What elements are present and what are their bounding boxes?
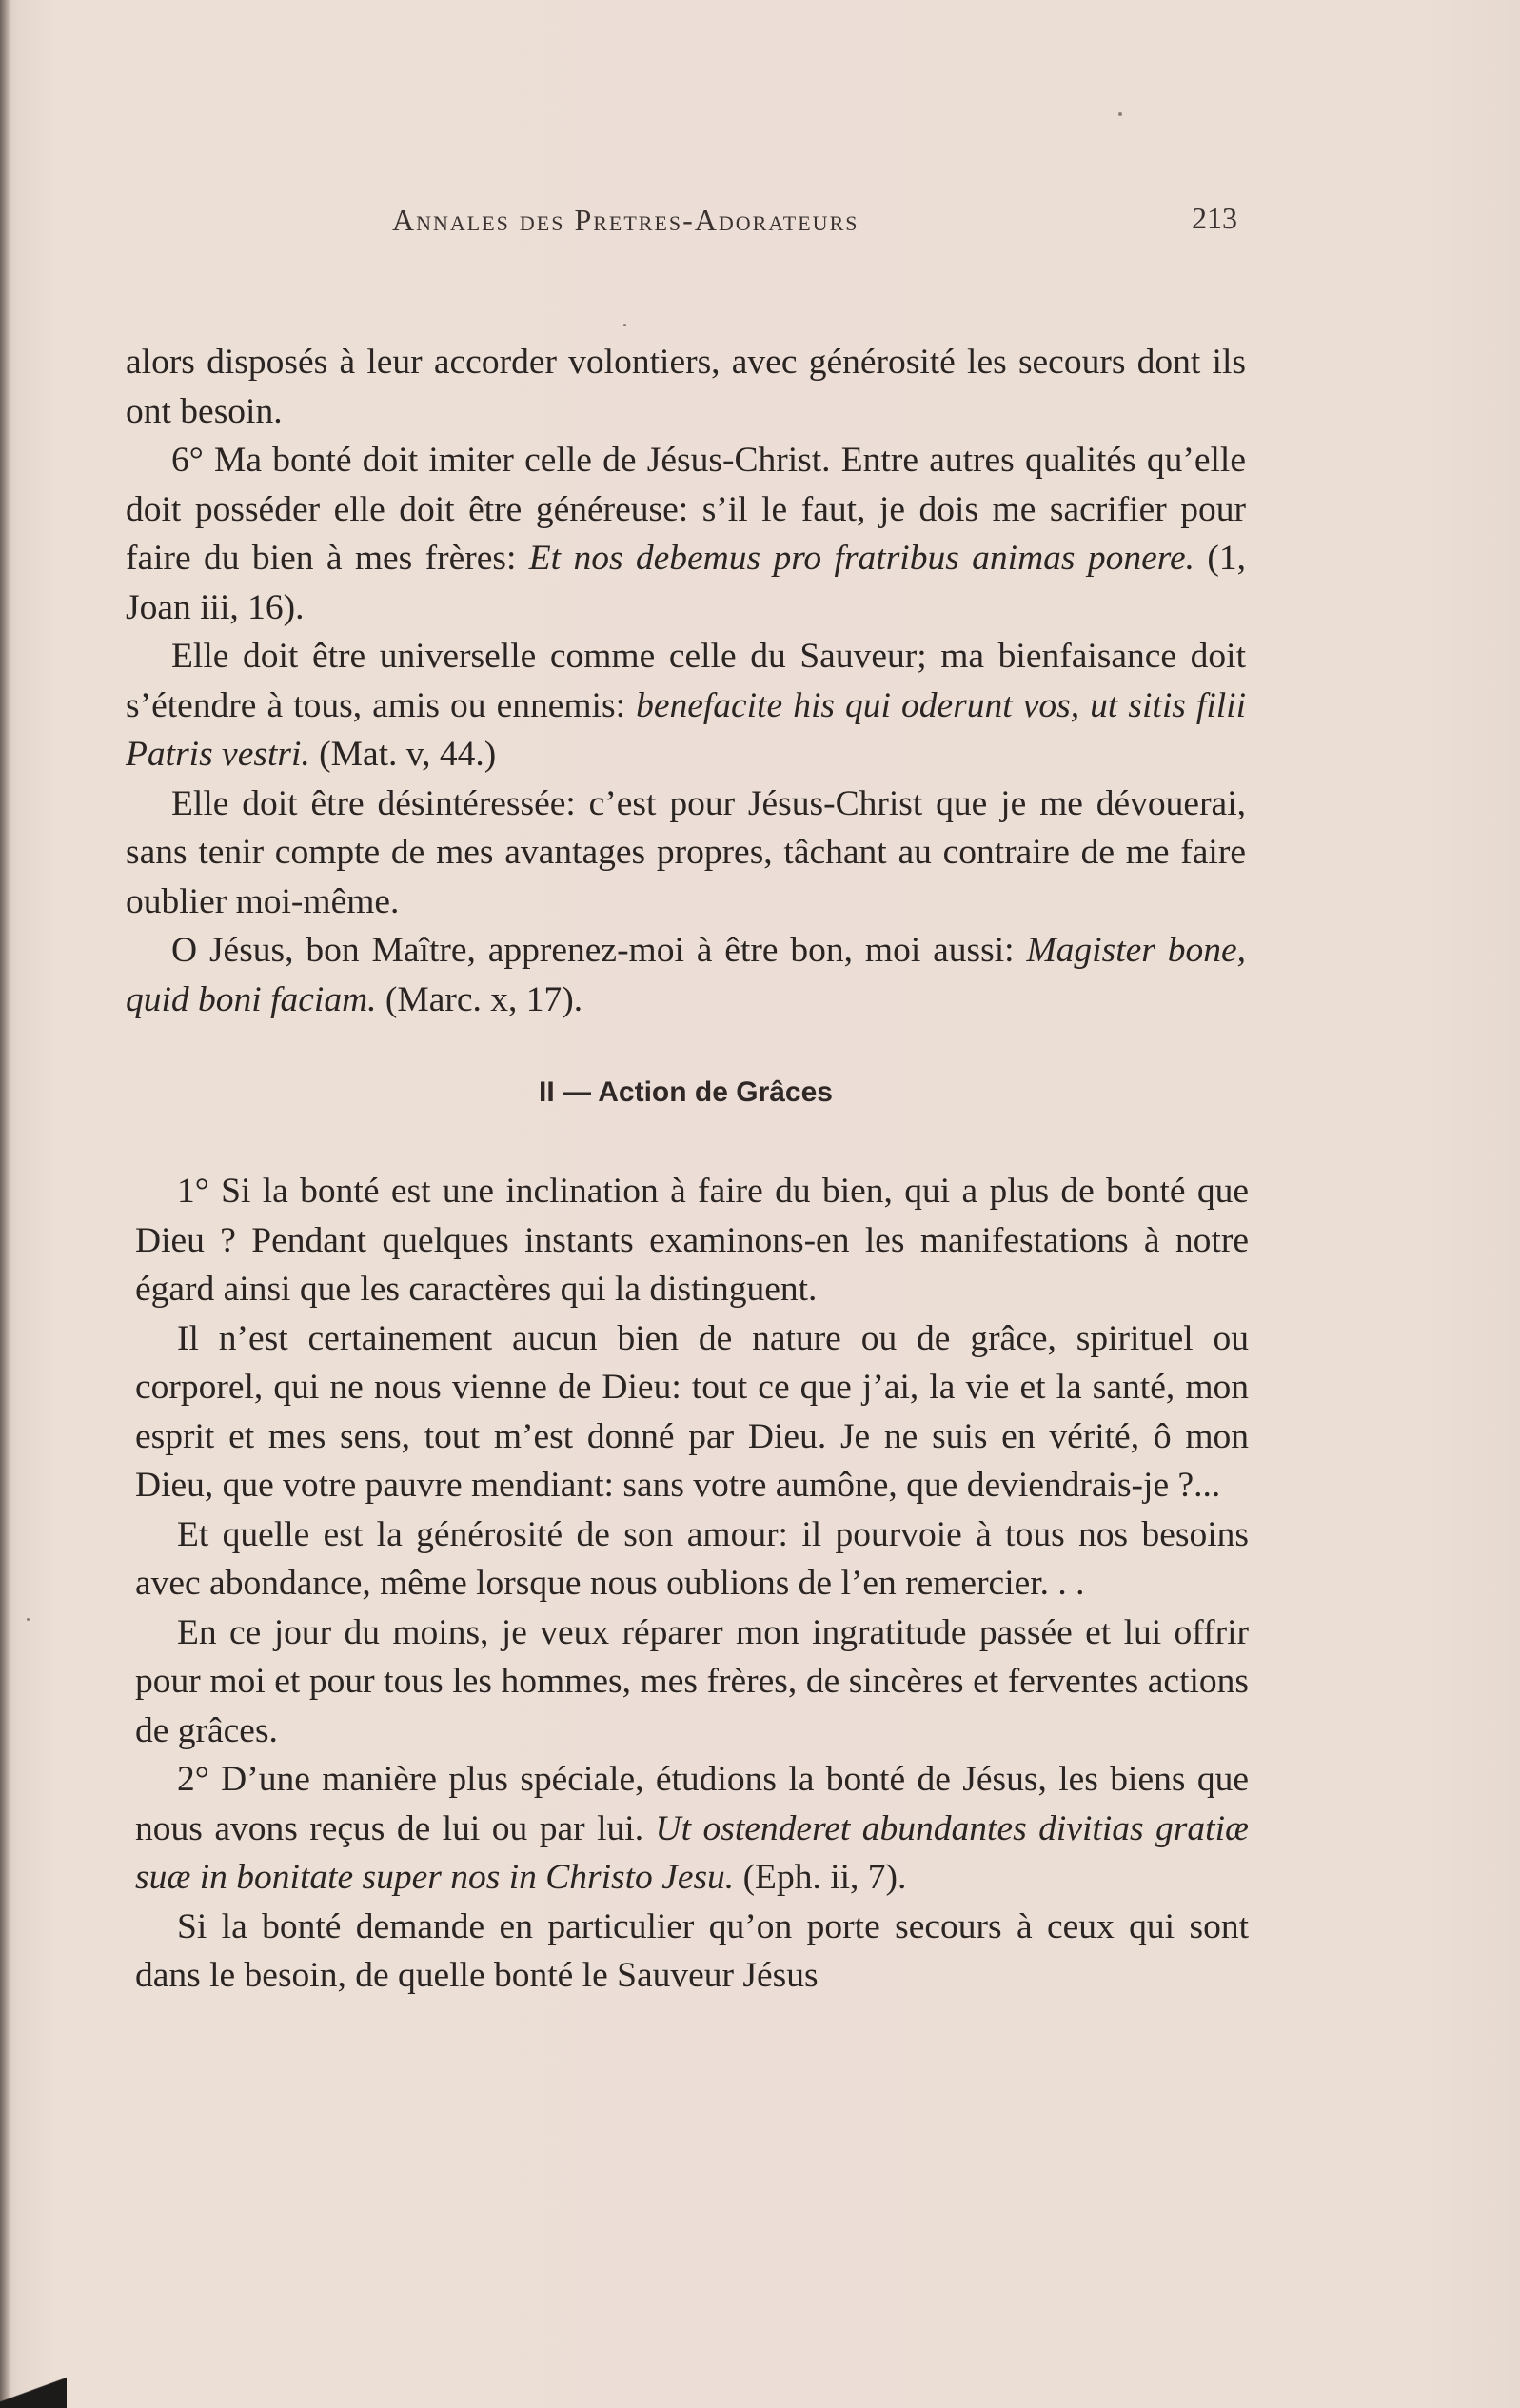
- page-header: [124, 203, 1237, 250]
- paragraph: [126, 632, 1246, 780]
- latin-quote: Magister bone, quid boni faciam.: [126, 931, 1246, 1019]
- paragraph: Et quelle est la générosité de son amour: il pourvoie à tous nos besoins avec abondance, même lorsque nous oublions de l’en remercier. . .: [135, 1514, 1249, 1603]
- page-corner-shadow: [0, 2370, 67, 2408]
- paragraph-text: 6° Ma bonté doit imiter celle de Jésus-Christ. Entre autres qualités qu’elle doit posséder elle doit être généreuse: s’il le faut, je dois me sacrifier pour faire du bien à mes frères:: [126, 441, 1246, 578]
- paragraph: Si la bonté demande en particulier qu’on porte secours à ceux qui sont dans le besoin, de quelle bonté le Sauveur Jésus: [135, 1906, 1249, 1995]
- paragraph-text: O Jésus, bon Maître, apprenez-moi à être bon, moi aussi:: [171, 931, 1027, 970]
- paragraph: [126, 926, 1246, 1024]
- scripture-reference: (Mat. v, 44.): [309, 735, 497, 774]
- paragraph: [135, 1755, 1249, 1903]
- page-number: 213: [1192, 201, 1237, 235]
- running-title: Annales des Pretres-Adorateurs: [392, 203, 859, 237]
- paragraph: alors disposés à leur accorder volontiers, avec générosité les secours dont ils ont besoin.: [126, 343, 1246, 431]
- scripture-reference: (Marc. x, 17).: [376, 979, 583, 1019]
- book-spine-shadow: [0, 0, 10, 2408]
- scripture-reference: (Eph. ii, 7).: [734, 1858, 907, 1897]
- latin-quote: Et nos debemus pro fratribus animas ponere.: [528, 539, 1195, 578]
- paragraph-text: 2° D’une manière plus spéciale, étudions la bonté de Jésus, les biens que nous avons reçus de lui ou par lui.: [135, 1760, 1249, 1848]
- paper-speck: [1118, 112, 1122, 116]
- latin-quote: Ut ostenderet abundantes divitias gratiæ suæ in bonitate super nos in Christo Jesu.: [135, 1808, 1250, 1897]
- paragraph: [126, 436, 1246, 632]
- paragraph: 1° Si la bonté est une inclination à faire du bien, qui a plus de bonté que Dieu ? Pendant quelques instants examinons-en les manifestations à notre égard ainsi que les caractères qui la distinguent.: [135, 1172, 1249, 1309]
- section-one-text: [126, 338, 1246, 1024]
- paper-speck: [623, 324, 626, 326]
- section-heading: II — Action de Grâces: [539, 1076, 833, 1108]
- paragraph-text: Elle doit être universelle comme celle du Sauveur; ma bienfaisance doit s’étendre à tous, amis ou ennemis:: [126, 637, 1246, 725]
- section-two-text: [135, 1167, 1249, 2001]
- latin-quote: benefacite his qui oderunt vos, ut sitis filii Patris vestri.: [126, 685, 1246, 774]
- paragraph: En ce jour du moins, je veux réparer mon ingratitude passée et lui offrir pour moi et pour tous les hommes, mes frères, de sincères et ferventes actions de grâces.: [135, 1612, 1249, 1750]
- paragraph: Il n’est certainement aucun bien de nature ou de grâce, spirituel ou corporel, qui ne nous vienne de Dieu: tout ce que j’ai, la vie et la santé, mon esprit et mes sens, tout m’est donné par Dieu. Je ne suis en vérité, ô mon Dieu, que votre pauvre mendiant: sans votre aumône, que deviendrais-je ?...: [135, 1318, 1249, 1505]
- scripture-reference: (1, Joan iii, 16).: [126, 539, 1246, 627]
- paper-speck: [27, 1618, 30, 1621]
- paragraph: Elle doit être désintéressée: c’est pour Jésus-Christ que je me dévouerai, sans tenir compte de mes avantages propres, tâchant au contraire de me faire oublier moi-même.: [126, 783, 1246, 921]
